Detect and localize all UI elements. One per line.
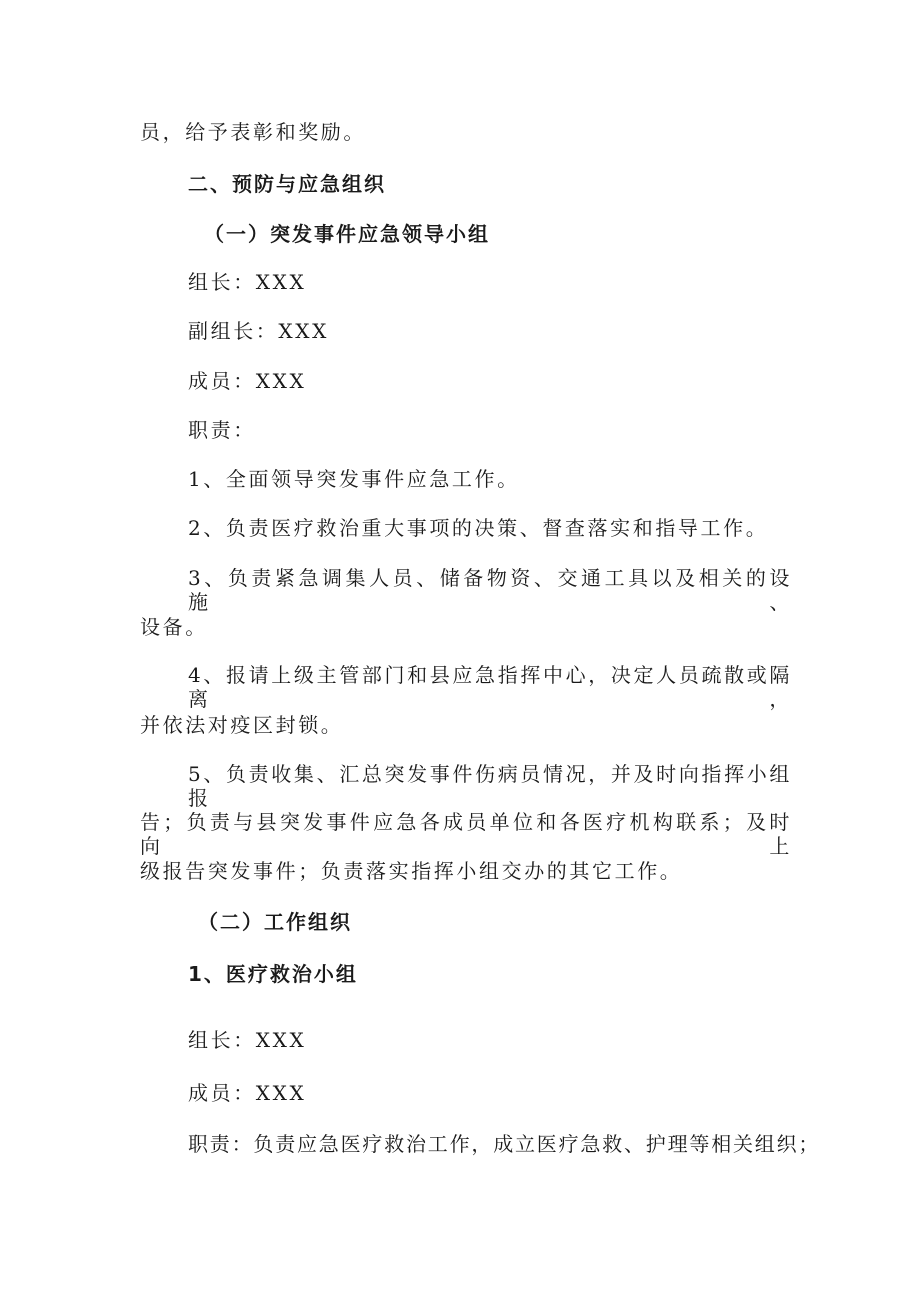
leader-line: 组长：XXX — [188, 270, 307, 294]
subsection-heading: （二）工作组织 — [198, 910, 352, 934]
duty-item-2: 2、负责医疗救治重大事项的决策、督查落实和指导工作。 — [188, 516, 769, 540]
duty-item-4-continued: 并依法对疫区封锁。 — [140, 713, 344, 737]
members-line: 成员：XXX — [188, 369, 307, 393]
group-heading: 1、医疗救治小组 — [188, 962, 358, 986]
duties-label: 职责： — [188, 418, 256, 442]
duty-item-1: 1、全面领导突发事件应急工作。 — [188, 467, 520, 491]
duty-item-5-continued: 级报告突发事件；负责落实指挥小组交办的其它工作。 — [140, 859, 683, 883]
duty-item-3-continued: 设备。 — [140, 615, 208, 639]
paragraph-line: 员，给予表彰和奖励。 — [140, 120, 366, 144]
leader-line: 组长：XXX — [188, 1028, 307, 1052]
duty-item-3: 3、负责紧急调集人员、储备物资、交通工具以及相关的设施、 — [188, 566, 792, 614]
duty-item-4: 4、报请上级主管部门和县应急指挥中心，决定人员疏散或隔离， — [188, 663, 792, 711]
deputy-leader-line: 副组长：XXX — [188, 319, 329, 343]
section-heading: 二、预防与应急组织 — [188, 172, 386, 196]
subsection-heading: （一）突发事件应急领导小组 — [204, 222, 490, 246]
duty-item-5: 5、负责收集、汇总突发事件伤病员情况，并及时向指挥小组报 — [188, 762, 792, 810]
duty-item-5-continued: 告；负责与县突发事件应急各成员单位和各医疗机构联系；及时向上 — [140, 810, 792, 858]
members-line: 成员：XXX — [188, 1081, 307, 1105]
duties-line: 职责：负责应急医疗救治工作，成立医疗急救、护理等相关组织； — [188, 1132, 821, 1156]
